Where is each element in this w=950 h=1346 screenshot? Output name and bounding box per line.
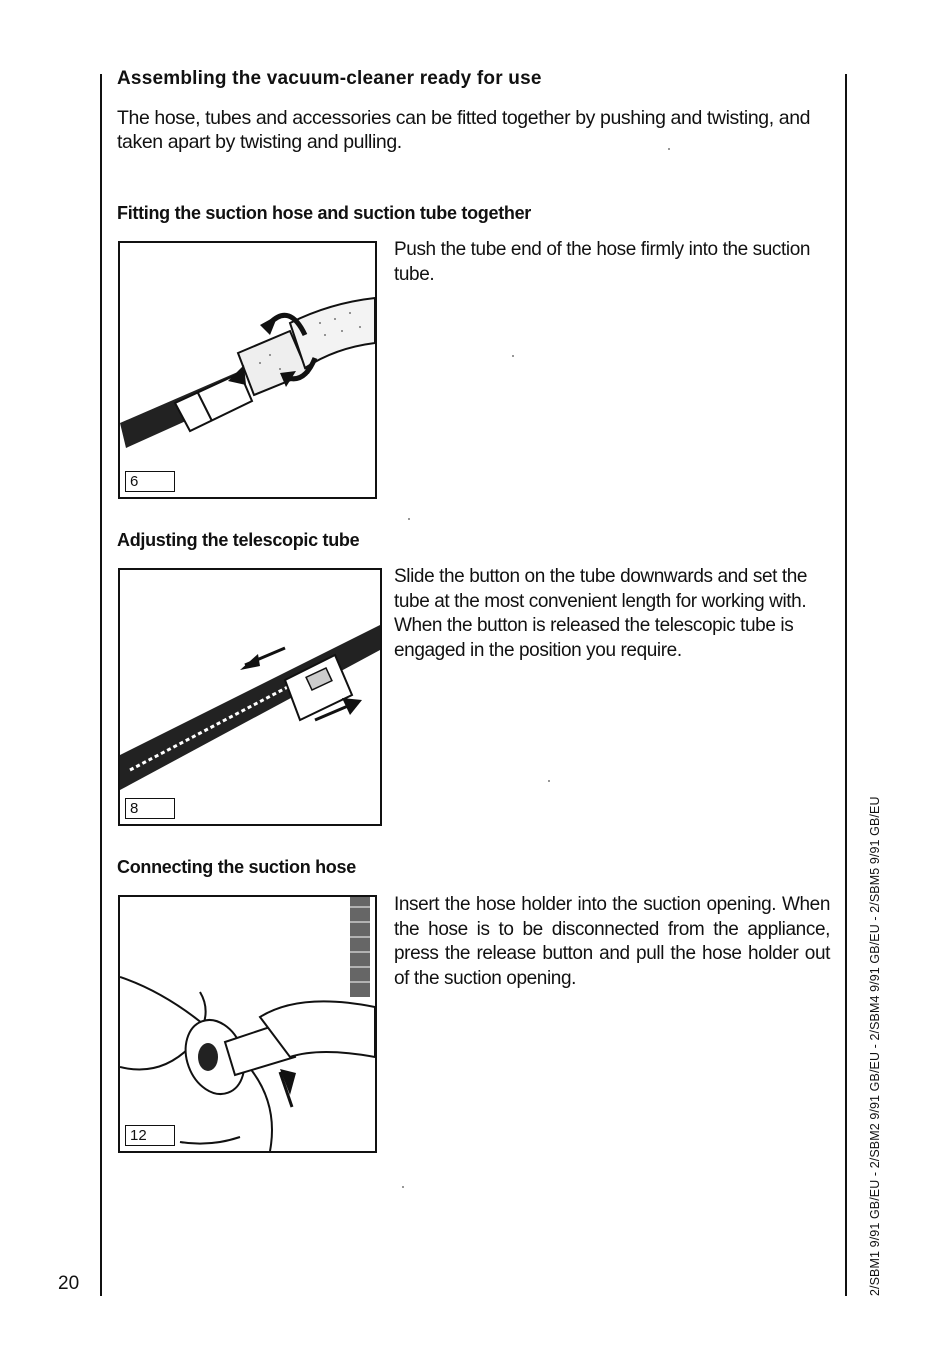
document-code: 2/SBM1 9/91 GB/EU - 2/SBM2 9/91 GB/EU - 2/SBM4 9/91 GB/EU - 2/SBM5 9/91 GB/EU bbox=[868, 796, 882, 1296]
figure-label: 6 bbox=[125, 471, 175, 492]
figure-6-hose-into-tube bbox=[118, 241, 377, 499]
figure-label: 8 bbox=[125, 798, 175, 819]
intro-paragraph: The hose, tubes and accessories can be fitted together by pushing and twisting, and taken apart by twisting and pulling. bbox=[117, 107, 811, 153]
page-title: Assembling the vacuum-cleaner ready for use bbox=[117, 68, 542, 89]
figure-12-suction-hose bbox=[118, 895, 377, 1153]
hose-tube-illustration bbox=[120, 243, 375, 497]
scan-speck bbox=[668, 148, 670, 150]
left-margin-rule bbox=[100, 74, 102, 1296]
text-telescopic-tube: Slide the button on the tube downwards and set the tube at the most convenient length for working with. When the button is released the telescopic tube is engaged in the position you require. bbox=[394, 566, 808, 661]
heading-connecting-hose: Connecting the suction hose bbox=[117, 857, 356, 877]
scan-speck bbox=[402, 1186, 404, 1188]
text-fitting-hose: Push the tube end of the hose firmly into the suction tube. bbox=[394, 239, 811, 285]
text-connecting-hose: Insert the hose holder into the suction opening. When the hose is to be disconnected from the appliance, press the release button and pull the hose holder out of the suction opening. bbox=[394, 894, 830, 989]
scan-speck bbox=[512, 355, 514, 357]
figure-label: 12 bbox=[125, 1125, 175, 1146]
scan-speck bbox=[548, 780, 550, 782]
page-number: 20 bbox=[58, 1273, 80, 1294]
heading-fitting-hose: Fitting the suction hose and suction tube together bbox=[117, 203, 531, 223]
right-margin-rule bbox=[845, 74, 847, 1296]
telescopic-tube-illustration bbox=[120, 570, 380, 824]
scan-speck bbox=[408, 518, 410, 520]
suction-hose-illustration bbox=[120, 897, 375, 1151]
heading-telescopic-tube: Adjusting the telescopic tube bbox=[117, 530, 360, 550]
figure-8-telescopic-tube bbox=[118, 568, 382, 826]
